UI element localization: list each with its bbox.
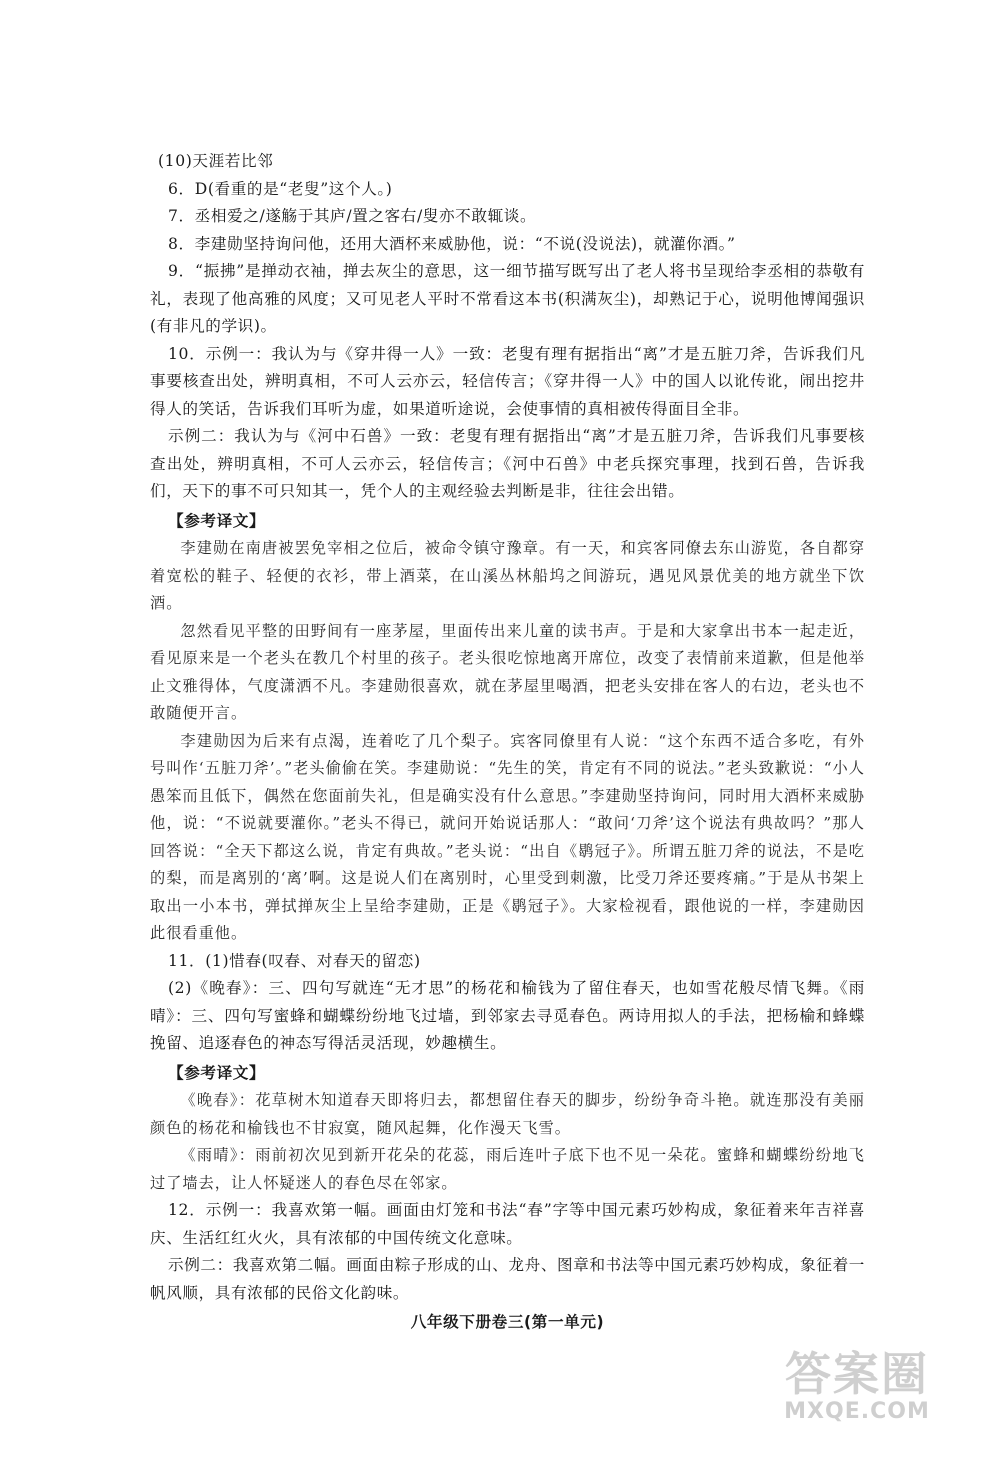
translation-paragraph: 忽然看见平整的田野间有一座茅屋，里面传出来儿童的读书声。于是和大家拿出书本一起走近，看见原来是一个老头在教几个村里的孩子。老头很吃惊地离开席位，改变了表情前来道歉，但是他举止文雅得体，气度潇洒不凡。李建勋很喜欢，就在茅屋里喝酒，把老头安排在客人的右边，老头也不敢随便开言。 bbox=[150, 621, 865, 722]
translation-paragraph: 李建勋在南唐被罢免宰相之位后，被命令镇守豫章。有一天，和宾客同僚去东山游览，各自都穿着宽松的鞋子、轻便的衣衫，带上酒菜，在山溪丛林船坞之间游玩，遇见风景优美的地方就坐下饮酒。 bbox=[150, 539, 865, 612]
answer-11-part-1: 11．(1)惜春(叹春、对春天的留恋) bbox=[168, 951, 421, 970]
reference-translation-heading: 【参考译文】 bbox=[168, 511, 266, 530]
answer-9: 9．“振拂”是掸动衣袖，掸去灰尘的意思，这一细节描写既写出了老人将书呈现给李丞相的恭敬有礼，表现了他高雅的风度；又可见老人平时不常看这本书(积满灰尘)，却熟记于心，说明他博闻强识(有非凡的学识)。 bbox=[150, 262, 865, 335]
answer-8: 8．李建勋坚持询问他，还用大酒杯来威胁他，说：“不说(没说法)，就灌你酒。” bbox=[168, 234, 736, 253]
answer-11-part-2: (2)《晚春》：三、四句写就连“无才思”的杨花和榆钱为了留住春天，也如雪花般尽情飞舞。《雨晴》：三、四句写蜜蜂和蝴蝶纷纷地飞过墙，到邻家去寻觅春色。两诗用拟人的手法，把杨榆和蜂蝶挽留、追逐春色的神态写得活灵活现，妙趣横生。 bbox=[150, 979, 865, 1052]
translation-paragraph: 《雨晴》：雨前初次见到新开花朵的花蕊，雨后连叶子底下也不见一朵花。蜜蜂和蝴蝶纷纷地飞过了墙去，让人怀疑迷人的春色尽在邻家。 bbox=[150, 1146, 865, 1192]
answer-page bbox=[150, 148, 865, 1352]
watermark-logo bbox=[762, 1347, 952, 1431]
answer-12-example-1: 12．示例一：我喜欢第一幅。画面由灯笼和书法“春”字等中国元素巧妙构成，象征着来年吉祥喜庆、生活红红火火，具有浓郁的中国传统文化意味。 bbox=[150, 1201, 865, 1247]
answer-7: 7．丞相爱之/遂觞于其庐/置之客右/叟亦不敢辄谈。 bbox=[168, 207, 537, 225]
watermark-url: MXQE.COM bbox=[784, 1399, 930, 1424]
reference-translation-heading: 【参考译文】 bbox=[168, 1063, 266, 1082]
answer-line-10-list: (10)天涯若比邻 bbox=[158, 152, 274, 170]
answer-10-example-1: 10．示例一：我认为与《穿井得一人》一致：老叟有理有据指出“离”才是五脏刀斧，告诉我们凡事要核查出处，辨明真相，不可人云亦云，轻信传言；《穿井得一人》中的国人以讹传讹，闹出挖井得人的笑话，告诉我们耳听为虚，如果道听途说，会使事情的真相被传得面目全非。 bbox=[150, 344, 865, 418]
section-title: 八年级下册卷三(第一单元) bbox=[410, 1313, 605, 1331]
answer-12-example-2: 示例二：我喜欢第二幅。画面由粽子形成的山、龙舟、图章和书法等中国元素巧妙构成，象征着一帆风顺，具有浓郁的民俗文化韵味。 bbox=[150, 1256, 865, 1302]
translation-paragraph: 《晚春》：花草树木知道春天即将归去，都想留住春天的脚步，纷纷争奇斗艳。就连那没有美丽颜色的杨花和榆钱也不甘寂寞，随风起舞，化作漫天飞雪。 bbox=[150, 1091, 865, 1137]
watermark-text: 答案圈 bbox=[785, 1347, 929, 1401]
answer-10-example-2: 示例二：我认为与《河中石兽》一致：老叟有理有据指出“离”才是五脏刀斧，告诉我们凡事要核查出处，辨明真相，不可人云亦云，轻信传言；《河中石兽》中老兵探究事理，找到石兽，告诉我们，天下的事不可只知其一，凭个人的主观经验去判断是非，往往会出错。 bbox=[150, 427, 865, 500]
answer-6: 6．D(看重的是“老叟”这个人。) bbox=[168, 179, 393, 198]
translation-paragraph: 李建勋因为后来有点渴，连着吃了几个梨子。宾客同僚里有人说：“这个东西不适合多吃，有外号叫作‘五脏刀斧’。”老头偷偷在笑。李建勋说：“先生的笑，肯定有不同的说法。”老头致歉说：“小人愚笨而且低下，偶然在您面前失礼，但是确实没有什么意思。”李建勋坚持询问，同时用大酒杯来威胁他，说：“不说就要灌你。”老头不得已，就问开始说话那人：“敢问‘刀斧’这个说法有典故吗？”那人回答说：“全天下都这么说，肯定有典故。”老头说：“出自《鹖冠子》。所谓五脏刀斧的说法，不是吃的梨，而是离别的‘离’啊。这是说人们在离别时，心里受到刺激，比受刀斧还要疼痛。”于是从书架上取出一小本书，弹拭掸灰尘上呈给李建勋，正是《鹖冠子》。大家检视看，跟他说的一样，李建勋因此很看重他。 bbox=[150, 731, 865, 942]
